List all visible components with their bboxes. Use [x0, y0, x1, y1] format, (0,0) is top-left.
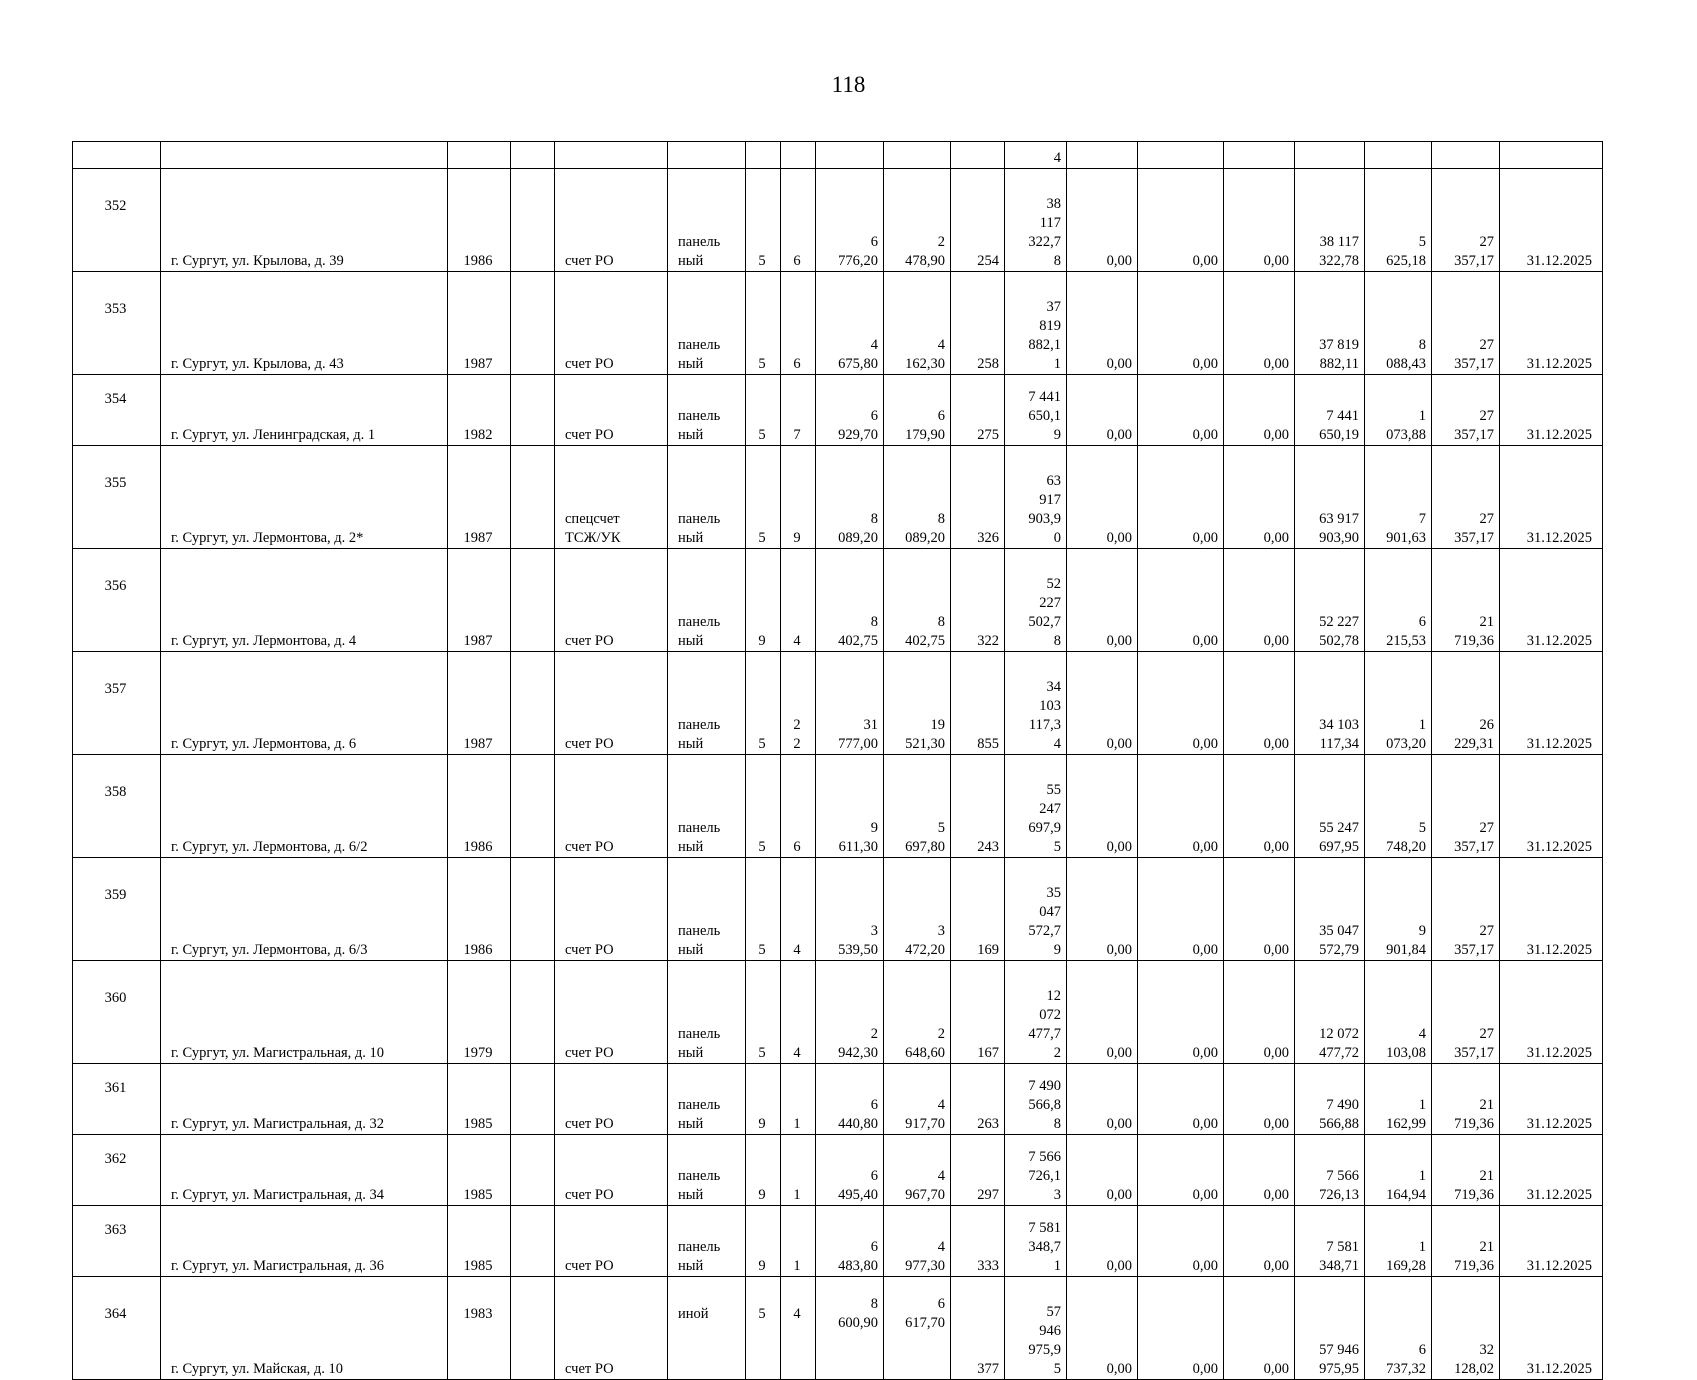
entrances-cell: 1: [781, 1135, 816, 1206]
fund-method-cell: счет РО: [555, 1135, 668, 1206]
row-number: 361: [73, 1064, 161, 1135]
entrances-cell: 6: [781, 272, 816, 375]
living-area-cell: 2 478,90: [884, 169, 951, 272]
housing-registry-table: [72, 141, 1603, 1380]
total-area-cell: 8 089,20: [816, 446, 884, 549]
cost-regional-cell: 0,00: [1138, 446, 1224, 549]
cost-regional-cell: 0,00: [1138, 652, 1224, 755]
entrances-cell: 7: [781, 375, 816, 446]
entrances-cell: 6: [781, 755, 816, 858]
deadline-cell: 31.12.2025: [1500, 169, 1603, 272]
living-area-cell: 6 617,70: [884, 1277, 951, 1380]
cost-regional-cell: 0,00: [1138, 549, 1224, 652]
cost-local-cell: 0,00: [1224, 169, 1295, 272]
cost-limit-cell: 21 719,36: [1432, 1135, 1500, 1206]
cost-owners-cell: 52 227 502,78: [1295, 549, 1365, 652]
floors-cell: 5: [746, 858, 781, 961]
cost-regional-cell: 0,00: [1138, 1206, 1224, 1277]
cost-total-cell: 55 247 697,9 5: [1005, 755, 1067, 858]
entrances-cell: 1: [781, 1064, 816, 1135]
deadline-cell: 31.12.2025: [1500, 961, 1603, 1064]
address-cell: г. Сургут, ул. Лермонтова, д. 2*: [161, 446, 448, 549]
reserved-cell: [511, 961, 555, 1064]
table-row: [73, 1206, 1603, 1277]
cost-federal-cell: 0,00: [1067, 755, 1138, 858]
entrances-cell: 6: [781, 169, 816, 272]
cost-per-m2-cell: 1 073,20: [1365, 652, 1432, 755]
cost-regional-cell: 0,00: [1138, 961, 1224, 1064]
year-built-cell: 1986: [448, 755, 511, 858]
row-number: 352: [73, 169, 161, 272]
address-cell: г. Сургут, ул. Крылова, д. 43: [161, 272, 448, 375]
cost-federal-cell: 0,00: [1067, 446, 1138, 549]
deadline-cell: 31.12.2025: [1500, 1135, 1603, 1206]
row-number: 362: [73, 1135, 161, 1206]
reserved-cell: [511, 858, 555, 961]
address-cell: г. Сургут, ул. Магистральная, д. 34: [161, 1135, 448, 1206]
cost-local-cell: 0,00: [1224, 1206, 1295, 1277]
cost-owners-cell: 7 581 348,71: [1295, 1206, 1365, 1277]
fund-method-cell: счет РО: [555, 272, 668, 375]
cost-limit-cell: 27 357,17: [1432, 961, 1500, 1064]
total-area-cell: 6 776,20: [816, 169, 884, 272]
residents-cell: 169: [951, 858, 1005, 961]
cost-total-cell: 7 581 348,7 1: [1005, 1206, 1067, 1277]
floors-cell: 5: [746, 755, 781, 858]
address-cell: г. Сургут, ул. Майская, д. 10: [161, 1277, 448, 1380]
row-number: 363: [73, 1206, 161, 1277]
reserved-cell: [511, 1064, 555, 1135]
cost-regional-cell: 0,00: [1138, 1277, 1224, 1380]
residents-cell: 297: [951, 1135, 1005, 1206]
floors-cell: 5: [746, 961, 781, 1064]
table-row: [73, 375, 1603, 446]
row-number: 353: [73, 272, 161, 375]
row-number: 354: [73, 375, 161, 446]
cost-total-cell: 7 566 726,1 3: [1005, 1135, 1067, 1206]
cost-limit-cell: 27 357,17: [1432, 272, 1500, 375]
wall-material-cell: панель ный: [668, 272, 746, 375]
cost-total-cell: 38 117 322,7 8: [1005, 169, 1067, 272]
year-built-cell: 1987: [448, 549, 511, 652]
cost-total-cell: 34 103 117,3 4: [1005, 652, 1067, 755]
residents-cell: 377: [951, 1277, 1005, 1380]
total-area-cell: 6 495,40: [816, 1135, 884, 1206]
cost-local-cell: 0,00: [1224, 1277, 1295, 1380]
year-built-cell: 1987: [448, 446, 511, 549]
living-area-cell: 4 917,70: [884, 1064, 951, 1135]
fund-method-cell: счет РО: [555, 1064, 668, 1135]
cost-limit-cell: 21 719,36: [1432, 549, 1500, 652]
wall-material-cell: панель ный: [668, 1206, 746, 1277]
living-area-cell: 3 472,20: [884, 858, 951, 961]
wall-material-cell: панель ный: [668, 375, 746, 446]
cost-local-cell: 0,00: [1224, 272, 1295, 375]
cost-owners-cell: 12 072 477,72: [1295, 961, 1365, 1064]
entrances-cell: 2 2: [781, 652, 816, 755]
year-built-cell: 1983: [448, 1277, 511, 1380]
cost-owners-cell: 7 441 650,19: [1295, 375, 1365, 446]
residents-cell: 326: [951, 446, 1005, 549]
address-cell: г. Сургут, ул. Лермонтова, д. 6: [161, 652, 448, 755]
living-area-cell: 2 648,60: [884, 961, 951, 1064]
wall-material-cell: панель ный: [668, 755, 746, 858]
reserved-cell: [511, 755, 555, 858]
fund-method-cell: счет РО: [555, 858, 668, 961]
cost-regional-cell: 0,00: [1138, 858, 1224, 961]
cost-total-cell: 57 946 975,9 5: [1005, 1277, 1067, 1380]
row-number: 360: [73, 961, 161, 1064]
total-area-cell: 31 777,00: [816, 652, 884, 755]
residents-cell: 243: [951, 755, 1005, 858]
floors-cell: 9: [746, 549, 781, 652]
deadline-cell: 31.12.2025: [1500, 858, 1603, 961]
entrances-cell: 1: [781, 1206, 816, 1277]
residents-cell: 258: [951, 272, 1005, 375]
reserved-cell: [511, 169, 555, 272]
year-built-cell: 1979: [448, 961, 511, 1064]
cost-federal-cell: 0,00: [1067, 1135, 1138, 1206]
cost-per-m2-cell: 1 073,88: [1365, 375, 1432, 446]
table-row: [73, 446, 1603, 549]
table-header-row: [73, 142, 1603, 169]
cost-per-m2-cell: 8 088,43: [1365, 272, 1432, 375]
cost-per-m2-cell: 5 748,20: [1365, 755, 1432, 858]
fund-method-cell: счет РО: [555, 652, 668, 755]
cost-local-cell: 0,00: [1224, 652, 1295, 755]
fund-method-cell: счет РО: [555, 961, 668, 1064]
year-built-cell: 1982: [448, 375, 511, 446]
cost-total-cell: 52 227 502,7 8: [1005, 549, 1067, 652]
fund-method-cell: счет РО: [555, 1206, 668, 1277]
deadline-cell: 31.12.2025: [1500, 272, 1603, 375]
deadline-cell: 31.12.2025: [1500, 375, 1603, 446]
cost-limit-cell: 21 719,36: [1432, 1206, 1500, 1277]
floors-cell: 5: [746, 169, 781, 272]
cost-total-fragment: 4: [1005, 142, 1067, 169]
residents-cell: 275: [951, 375, 1005, 446]
year-built-cell: 1985: [448, 1135, 511, 1206]
cost-total-cell: 12 072 477,7 2: [1005, 961, 1067, 1064]
cost-regional-cell: 0,00: [1138, 755, 1224, 858]
cost-owners-cell: 7 566 726,13: [1295, 1135, 1365, 1206]
address-cell: г. Сургут, ул. Крылова, д. 39: [161, 169, 448, 272]
floors-cell: 5: [746, 446, 781, 549]
cost-regional-cell: 0,00: [1138, 169, 1224, 272]
cost-owners-cell: 34 103 117,34: [1295, 652, 1365, 755]
year-built-cell: 1985: [448, 1206, 511, 1277]
cost-owners-cell: 55 247 697,95: [1295, 755, 1365, 858]
cost-local-cell: 0,00: [1224, 961, 1295, 1064]
cost-owners-cell: 37 819 882,11: [1295, 272, 1365, 375]
cost-total-cell: 35 047 572,7 9: [1005, 858, 1067, 961]
year-built-cell: 1985: [448, 1064, 511, 1135]
floors-cell: 9: [746, 1206, 781, 1277]
floors-cell: 5: [746, 1277, 781, 1380]
deadline-cell: 31.12.2025: [1500, 755, 1603, 858]
reserved-cell: [511, 549, 555, 652]
table-row: [73, 272, 1603, 375]
residents-cell: 167: [951, 961, 1005, 1064]
table-row: [73, 1064, 1603, 1135]
living-area-cell: 4 967,70: [884, 1135, 951, 1206]
living-area-cell: 4 977,30: [884, 1206, 951, 1277]
fund-method-cell: спецсчет ТСЖ/УК: [555, 446, 668, 549]
deadline-cell: 31.12.2025: [1500, 1206, 1603, 1277]
total-area-cell: 6 483,80: [816, 1206, 884, 1277]
residents-cell: 254: [951, 169, 1005, 272]
total-area-cell: 9 611,30: [816, 755, 884, 858]
reserved-cell: [511, 1135, 555, 1206]
cost-limit-cell: 27 357,17: [1432, 375, 1500, 446]
cost-limit-cell: 27 357,17: [1432, 858, 1500, 961]
year-built-cell: 1986: [448, 169, 511, 272]
fund-method-cell: счет РО: [555, 755, 668, 858]
cost-limit-cell: 27 357,17: [1432, 169, 1500, 272]
floors-cell: 9: [746, 1135, 781, 1206]
cost-local-cell: 0,00: [1224, 1135, 1295, 1206]
total-area-cell: 2 942,30: [816, 961, 884, 1064]
table-row: [73, 1277, 1603, 1380]
cost-federal-cell: 0,00: [1067, 1277, 1138, 1380]
table-row: [73, 858, 1603, 961]
cost-local-cell: 0,00: [1224, 1064, 1295, 1135]
cost-per-m2-cell: 5 625,18: [1365, 169, 1432, 272]
cost-federal-cell: 0,00: [1067, 1064, 1138, 1135]
reserved-cell: [511, 1206, 555, 1277]
row-number: 357: [73, 652, 161, 755]
floors-cell: 9: [746, 1064, 781, 1135]
table-row: [73, 549, 1603, 652]
total-area-cell: 4 675,80: [816, 272, 884, 375]
total-area-cell: 6 929,70: [816, 375, 884, 446]
cost-limit-cell: 26 229,31: [1432, 652, 1500, 755]
cost-per-m2-cell: 4 103,08: [1365, 961, 1432, 1064]
total-area-cell: 3 539,50: [816, 858, 884, 961]
residents-cell: 322: [951, 549, 1005, 652]
cost-regional-cell: 0,00: [1138, 1064, 1224, 1135]
total-area-cell: 6 440,80: [816, 1064, 884, 1135]
residents-cell: 333: [951, 1206, 1005, 1277]
fund-method-cell: счет РО: [555, 169, 668, 272]
reserved-cell: [511, 1277, 555, 1380]
cost-total-cell: 7 490 566,8 8: [1005, 1064, 1067, 1135]
wall-material-cell: иной: [668, 1277, 746, 1380]
cost-owners-cell: 38 117 322,78: [1295, 169, 1365, 272]
wall-material-cell: панель ный: [668, 652, 746, 755]
cost-total-cell: 63 917 903,9 0: [1005, 446, 1067, 549]
cost-federal-cell: 0,00: [1067, 1206, 1138, 1277]
table-row: [73, 961, 1603, 1064]
cost-per-m2-cell: 1 164,94: [1365, 1135, 1432, 1206]
deadline-cell: 31.12.2025: [1500, 1277, 1603, 1380]
reserved-cell: [511, 375, 555, 446]
table-row: [73, 1135, 1603, 1206]
cost-local-cell: 0,00: [1224, 858, 1295, 961]
entrances-cell: 4: [781, 858, 816, 961]
cost-per-m2-cell: 9 901,84: [1365, 858, 1432, 961]
row-number: 359: [73, 858, 161, 961]
cost-regional-cell: 0,00: [1138, 375, 1224, 446]
cost-federal-cell: 0,00: [1067, 549, 1138, 652]
entrances-cell: 4: [781, 961, 816, 1064]
cost-limit-cell: 27 357,17: [1432, 755, 1500, 858]
table-row: [73, 755, 1603, 858]
floors-cell: 5: [746, 272, 781, 375]
cost-per-m2-cell: 6 215,53: [1365, 549, 1432, 652]
year-built-cell: 1986: [448, 858, 511, 961]
cost-owners-cell: 7 490 566,88: [1295, 1064, 1365, 1135]
reserved-cell: [511, 652, 555, 755]
fund-method-cell: счет РО: [555, 1277, 668, 1380]
cost-owners-cell: 63 917 903,90: [1295, 446, 1365, 549]
wall-material-cell: панель ный: [668, 858, 746, 961]
cost-total-cell: 7 441 650,1 9: [1005, 375, 1067, 446]
living-area-cell: 5 697,80: [884, 755, 951, 858]
floors-cell: 5: [746, 375, 781, 446]
cost-federal-cell: 0,00: [1067, 858, 1138, 961]
entrances-cell: 4: [781, 1277, 816, 1380]
cost-local-cell: 0,00: [1224, 549, 1295, 652]
cost-total-cell: 37 819 882,1 1: [1005, 272, 1067, 375]
cost-limit-cell: 32 128,02: [1432, 1277, 1500, 1380]
cost-limit-cell: 21 719,36: [1432, 1064, 1500, 1135]
total-area-cell: 8 600,90: [816, 1277, 884, 1380]
entrances-cell: 9: [781, 446, 816, 549]
cost-per-m2-cell: 7 901,63: [1365, 446, 1432, 549]
row-number: 364: [73, 1277, 161, 1380]
reserved-cell: [511, 272, 555, 375]
wall-material-cell: панель ный: [668, 961, 746, 1064]
cost-per-m2-cell: 1 169,28: [1365, 1206, 1432, 1277]
cost-regional-cell: 0,00: [1138, 1135, 1224, 1206]
address-cell: г. Сургут, ул. Магистральная, д. 36: [161, 1206, 448, 1277]
fund-method-cell: счет РО: [555, 375, 668, 446]
wall-material-cell: панель ный: [668, 549, 746, 652]
row-number: 358: [73, 755, 161, 858]
address-cell: г. Сургут, ул. Ленинградская, д. 1: [161, 375, 448, 446]
row-number: 356: [73, 549, 161, 652]
deadline-cell: 31.12.2025: [1500, 652, 1603, 755]
address-cell: г. Сургут, ул. Лермонтова, д. 6/3: [161, 858, 448, 961]
wall-material-cell: панель ный: [668, 1064, 746, 1135]
living-area-cell: 19 521,30: [884, 652, 951, 755]
cost-federal-cell: 0,00: [1067, 272, 1138, 375]
residents-cell: 263: [951, 1064, 1005, 1135]
wall-material-cell: панель ный: [668, 169, 746, 272]
living-area-cell: 4 162,30: [884, 272, 951, 375]
year-built-cell: 1987: [448, 652, 511, 755]
fund-method-cell: счет РО: [555, 549, 668, 652]
living-area-cell: 8 402,75: [884, 549, 951, 652]
cost-federal-cell: 0,00: [1067, 961, 1138, 1064]
address-cell: г. Сургут, ул. Лермонтова, д. 4: [161, 549, 448, 652]
cost-federal-cell: 0,00: [1067, 169, 1138, 272]
residents-cell: 855: [951, 652, 1005, 755]
reserved-cell: [511, 446, 555, 549]
total-area-cell: 8 402,75: [816, 549, 884, 652]
table-body: [73, 142, 1603, 1380]
cost-limit-cell: 27 357,17: [1432, 446, 1500, 549]
cost-federal-cell: 0,00: [1067, 652, 1138, 755]
page-number: 118: [831, 72, 866, 97]
cost-owners-cell: 57 946 975,95: [1295, 1277, 1365, 1380]
floors-cell: 5: [746, 652, 781, 755]
table-row: [73, 169, 1603, 272]
deadline-cell: 31.12.2025: [1500, 1064, 1603, 1135]
wall-material-cell: панель ный: [668, 446, 746, 549]
cost-local-cell: 0,00: [1224, 375, 1295, 446]
living-area-cell: 6 179,90: [884, 375, 951, 446]
year-built-cell: 1987: [448, 272, 511, 375]
address-cell: г. Сургут, ул. Магистральная, д. 10: [161, 961, 448, 1064]
entrances-cell: 4: [781, 549, 816, 652]
deadline-cell: 31.12.2025: [1500, 446, 1603, 549]
living-area-cell: 8 089,20: [884, 446, 951, 549]
deadline-cell: 31.12.2025: [1500, 549, 1603, 652]
address-cell: г. Сургут, ул. Лермонтова, д. 6/2: [161, 755, 448, 858]
cost-owners-cell: 35 047 572,79: [1295, 858, 1365, 961]
address-cell: г. Сургут, ул. Магистральная, д. 32: [161, 1064, 448, 1135]
cost-local-cell: 0,00: [1224, 446, 1295, 549]
row-number: 355: [73, 446, 161, 549]
cost-per-m2-cell: 1 162,99: [1365, 1064, 1432, 1135]
cost-local-cell: 0,00: [1224, 755, 1295, 858]
wall-material-cell: панель ный: [668, 1135, 746, 1206]
table-row: [73, 652, 1603, 755]
cost-federal-cell: 0,00: [1067, 375, 1138, 446]
cost-per-m2-cell: 6 737,32: [1365, 1277, 1432, 1380]
cost-regional-cell: 0,00: [1138, 272, 1224, 375]
